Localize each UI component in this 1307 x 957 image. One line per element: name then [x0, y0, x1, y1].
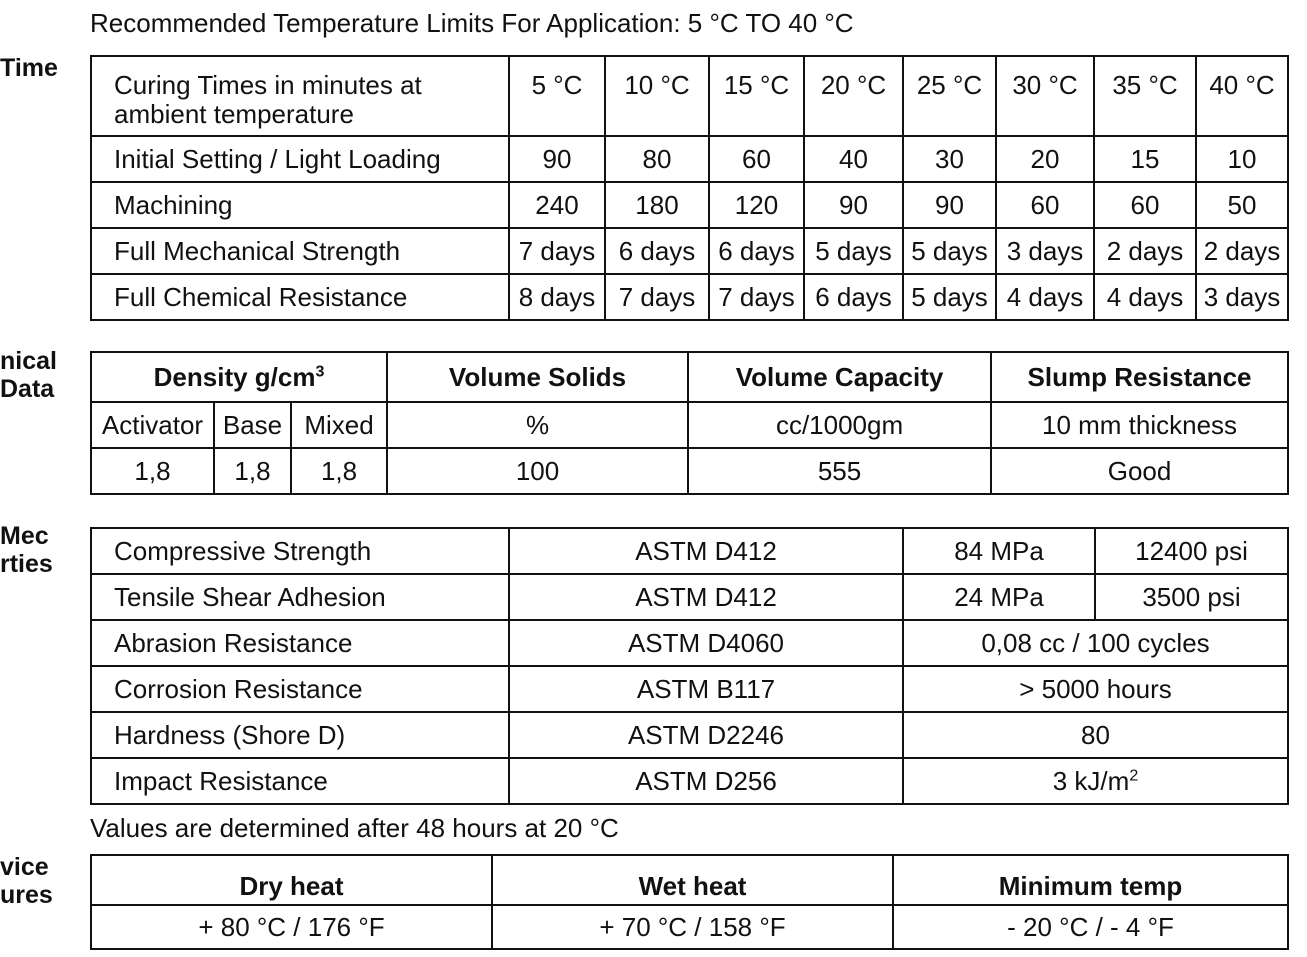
slump-resistance-unit: 10 mm thickness [991, 402, 1288, 448]
property-value [903, 758, 1288, 804]
metric-value: 24 MPa [903, 574, 1095, 620]
dry-heat-header: Dry heat [91, 855, 492, 905]
service-header-row [91, 855, 1288, 905]
table-row [91, 758, 1288, 804]
base-subheader: Base [214, 402, 291, 448]
curing-cell: 5 days [804, 228, 903, 274]
test-method: ASTM B117 [509, 666, 903, 712]
mixed-density-value: 1,8 [291, 448, 387, 494]
curing-cell: 6 days [605, 228, 709, 274]
temperature-header: 40 °C [1196, 56, 1288, 136]
temperature-header: 20 °C [804, 56, 903, 136]
curing-cell: 8 days [509, 274, 605, 320]
side-label-mechanical-line2: rties [0, 550, 53, 578]
property-value: > 5000 hours [903, 666, 1288, 712]
property-name: Abrasion Resistance [91, 620, 509, 666]
curing-cell: 40 [804, 136, 903, 182]
impact-value-sup: 2 [1129, 767, 1139, 785]
volume-solids-unit: % [387, 402, 688, 448]
table-row [91, 712, 1288, 758]
side-label-service-line1: vice [0, 853, 49, 881]
curing-cell: 30 [903, 136, 996, 182]
table-row [91, 574, 1288, 620]
curing-cell: 180 [605, 182, 709, 228]
density-header [91, 352, 387, 402]
activator-density-value: 1,8 [91, 448, 214, 494]
side-label-curing [0, 54, 58, 82]
curing-cell: 5 days [903, 228, 996, 274]
curing-cell: 80 [605, 136, 709, 182]
curing-cell: 3 days [996, 228, 1094, 274]
table-row [91, 666, 1288, 712]
curing-cell: 4 days [1094, 274, 1196, 320]
technical-values-row [91, 448, 1288, 494]
metric-value: 84 MPa [903, 528, 1095, 574]
dry-heat-value: + 80 °C / 176 °F [91, 905, 492, 949]
minimum-temp-value: - 20 °C / - 4 °F [893, 905, 1288, 949]
test-method: ASTM D412 [509, 528, 903, 574]
temperature-limits-note: Recommended Temperature Limits For Application: 5 °C TO 40 °C [90, 8, 854, 38]
wet-heat-header: Wet heat [492, 855, 893, 905]
curing-cell: 120 [709, 182, 804, 228]
technical-subheader-row [91, 402, 1288, 448]
table-row [91, 528, 1288, 574]
activator-subheader: Activator [91, 402, 214, 448]
side-label-curing-text: Time [0, 54, 58, 82]
curing-cell: 20 [996, 136, 1094, 182]
base-density-value: 1,8 [214, 448, 291, 494]
test-method: ASTM D412 [509, 574, 903, 620]
curing-cell: 2 days [1094, 228, 1196, 274]
mechanical-properties-table [90, 527, 1289, 805]
curing-cell: 10 [1196, 136, 1288, 182]
test-method: ASTM D256 [509, 758, 903, 804]
side-label-service-line2: ures [0, 881, 53, 909]
property-name: Corrosion Resistance [91, 666, 509, 712]
curing-row-label: Machining [91, 182, 509, 228]
curing-cell: 90 [509, 136, 605, 182]
curing-cell: 5 days [903, 274, 996, 320]
temperature-header: 35 °C [1094, 56, 1196, 136]
temperature-header: 30 °C [996, 56, 1094, 136]
property-value: 80 [903, 712, 1288, 758]
temperature-header: 15 °C [709, 56, 804, 136]
imperial-value: 12400 psi [1095, 528, 1288, 574]
curing-cell: 60 [1094, 182, 1196, 228]
temperature-header: 25 °C [903, 56, 996, 136]
test-method: ASTM D4060 [509, 620, 903, 666]
table-row [91, 620, 1288, 666]
curing-header-label: Curing Times in minutes at ambient temperature [91, 56, 509, 136]
curing-cell: 7 days [709, 274, 804, 320]
curing-header-row [91, 56, 1288, 136]
mechanical-values-note: Values are determined after 48 hours at 20 °C [90, 813, 619, 843]
property-value: 0,08 cc / 100 cycles [903, 620, 1288, 666]
volume-capacity-header: Volume Capacity [688, 352, 991, 402]
side-label-service [0, 853, 53, 909]
volume-solids-header: Volume Solids [387, 352, 688, 402]
property-name: Tensile Shear Adhesion [91, 574, 509, 620]
property-name: Compressive Strength [91, 528, 509, 574]
wet-heat-value: + 70 °C / 158 °F [492, 905, 893, 949]
curing-cell: 90 [804, 182, 903, 228]
side-label-mechanical-line1: Mec [0, 522, 49, 550]
table-row [91, 136, 1288, 182]
curing-cell: 3 days [1196, 274, 1288, 320]
service-values-row [91, 905, 1288, 949]
test-method: ASTM D2246 [509, 712, 903, 758]
service-temperatures-table [90, 854, 1289, 950]
property-name: Hardness (Shore D) [91, 712, 509, 758]
volume-solids-value: 100 [387, 448, 688, 494]
side-label-technical-line2: Data [0, 375, 55, 403]
table-row [91, 228, 1288, 274]
imperial-value: 3500 psi [1095, 574, 1288, 620]
temperature-header: 5 °C [509, 56, 605, 136]
curing-cell: 6 days [709, 228, 804, 274]
density-header-sup: 3 [315, 363, 325, 381]
density-header-text: Density g/cm [153, 362, 316, 392]
curing-cell: 7 days [509, 228, 605, 274]
table-row [91, 182, 1288, 228]
technical-data-table [90, 351, 1289, 495]
property-name: Impact Resistance [91, 758, 509, 804]
curing-cell: 2 days [1196, 228, 1288, 274]
table-row [91, 274, 1288, 320]
curing-cell: 90 [903, 182, 996, 228]
curing-cell: 60 [996, 182, 1094, 228]
curing-times-table [90, 55, 1289, 321]
curing-cell: 240 [509, 182, 605, 228]
curing-cell: 50 [1196, 182, 1288, 228]
slump-resistance-value: Good [991, 448, 1288, 494]
slump-resistance-header: Slump Resistance [991, 352, 1288, 402]
side-label-technical [0, 347, 57, 403]
curing-cell: 4 days [996, 274, 1094, 320]
impact-value-text: 3 kJ/m [1052, 766, 1130, 796]
volume-capacity-unit: cc/1000gm [688, 402, 991, 448]
temperature-header: 10 °C [605, 56, 709, 136]
curing-cell: 7 days [605, 274, 709, 320]
mixed-subheader: Mixed [291, 402, 387, 448]
curing-row-label: Initial Setting / Light Loading [91, 136, 509, 182]
curing-row-label: Full Mechanical Strength [91, 228, 509, 274]
side-label-technical-line1: nical [0, 347, 57, 375]
curing-cell: 6 days [804, 274, 903, 320]
volume-capacity-value: 555 [688, 448, 991, 494]
curing-row-label: Full Chemical Resistance [91, 274, 509, 320]
technical-header-row [91, 352, 1288, 402]
minimum-temp-header: Minimum temp [893, 855, 1288, 905]
curing-cell: 15 [1094, 136, 1196, 182]
side-label-mechanical [0, 522, 53, 578]
curing-cell: 60 [709, 136, 804, 182]
